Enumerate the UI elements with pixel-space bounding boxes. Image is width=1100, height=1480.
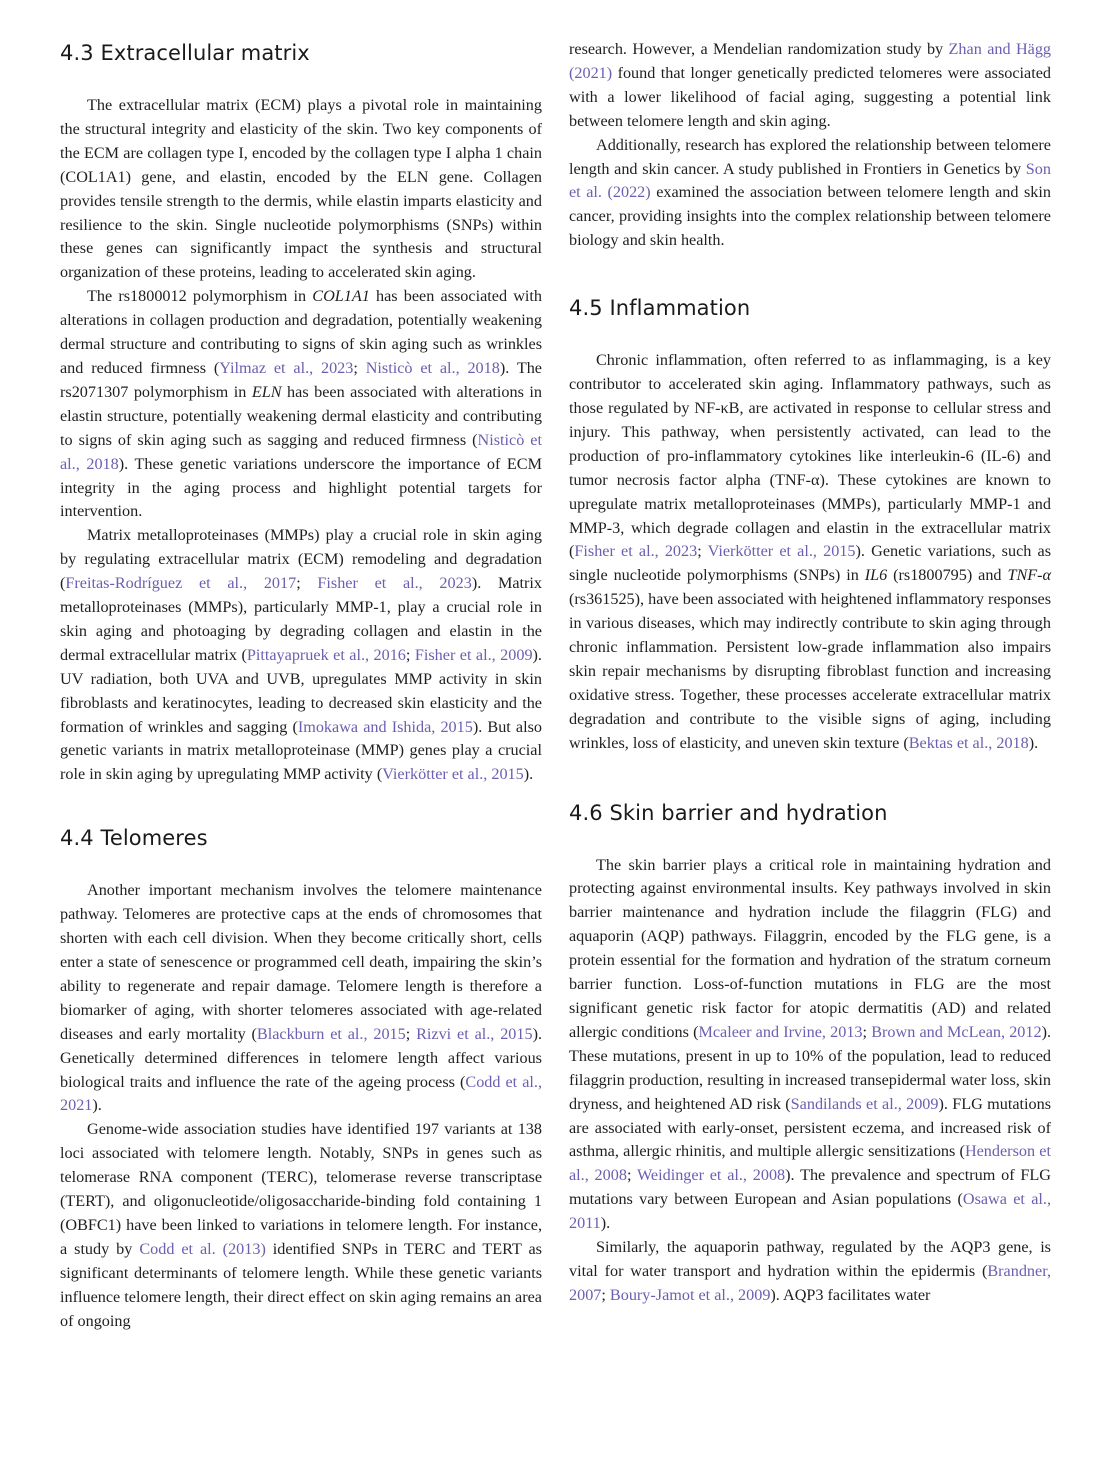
section-body [569,38,1051,253]
citation-link[interactable]: Nisticò et al., 2018 [60,430,542,473]
citation-link[interactable]: Brandner, 2007 [569,1261,1051,1304]
paragraph: Chronic inflammation, often referred to as inflammaging, is a key contributor to accelerated skin aging. Inflammatory pathways, such as those regulated by NF-κB, are activated in response to cellular stress and injury. This pathway, when persistently activated, can lead to the production of pro-inflammatory cytokines like interleukin-6 (IL-6) and tumor necrosis factor alpha (TNF-α). These cytokines are known to upregulate matrix metalloproteinases (MMPs), particularly MMP-1 and MMP-3, which degrade collagen and elastin in the extracellular matrix (Fisher et al., 2023; Vierkötter et al., 2015). Genetic variations, such as single nucleotide polymorphisms (SNPs) in IL6 (rs1800795) and TNF-α (rs361525), have been associated with heightened inflammatory responses in various diseases, which may indirectly contribute to skin aging through chronic inflammation. Persistent low-grade inflammation also impairs skin repair mechanisms by disrupting fibroblast function and increasing oxidative stress. Together, these processes accelerate extracellular matrix degradation and contribute to the visible signs of aging, including wrinkles, loss of elasticity, and uneven skin texture (Bektas et al., 2018). [569,351,1052,752]
citation-link[interactable]: Fisher et al., 2009 [414,645,533,664]
paragraph: The rs1800012 polymorphism in COL1A1 has been associated with alterations in collagen production and degradation, potentially weakening dermal structure and contributing to signs of skin aging such as wrinkles and reduced firmness (Yilmaz et al., 2023; Nisticò et al., 2018). The rs2071307 polymorphism in ELN has been associated with alterations in elastin structure, potentially weakening dermal elasticity and contributing to signs of skin aging such as sagging and reduced firmness (Nisticò et al., 2018). These genetic variations underscore the importance of ECM integrity in the aging process and highlight potential targets for intervention. [60,287,542,521]
section-inflammation [569,293,1051,755]
paragraph: Genome-wide association studies have identified 197 variants at 138 loci associated with telomere length. Notably, SNPs in genes such as telomerase RNA component (TERC), telomerase reverse transcriptase (TERT), and oligonucleotide/oligosaccharide-binding fold containing 1 (OBFC1) have been linked to variations in telomere length. For instance, a study by Codd et al. (2013) identified SNPs in TERC and TERT as significant determinants of telomere length. While these genetic variants influence telomere length, their direct effect on skin aging remains an area of ongoing [60,1120,542,1330]
citation-link[interactable]: Sandilands et al., 2009 [790,1094,939,1113]
citation-link[interactable]: Blackburn et al., 2015 [256,1024,406,1043]
section-telomeres-continued [569,38,1051,253]
gene-name: ELN [251,382,282,401]
paragraph: Matrix metalloproteinases (MMPs) play a crucial role in skin aging by regulating extracellular matrix (ECM) remodeling and degradation (Freitas-Rodríguez et al., 2017; Fisher et al., 2023). Matrix metalloproteinases (MMPs), particularly MMP-1, play a crucial role in skin aging and photoaging by degrading collagen and elastin in the dermal extracellular matrix (Pittayapruek et al., 2016; Fisher et al., 2009). UV radiation, both UVA and UVB, upregulates MMP activity in skin fibroblasts and keratinocytes, leading to decreased skin elasticity and the formation of wrinkles and sagging (Imokawa and Ishida, 2015). But also genetic variants in matrix metalloproteinase (MMP) genes play a crucial role in skin aging by upregulating MMP activity (Vierkötter et al., 2015). [60,526,543,784]
section-body [569,854,1051,1308]
gene-name: COL1A1 [312,287,370,306]
section-heading: 4.6 Skin barrier and hydration [569,800,888,825]
citation-link[interactable]: Mcaleer and Irvine, 2013 [698,1022,863,1041]
citation-link[interactable]: Codd et al. (2013) [139,1239,266,1258]
section-body [60,879,542,1333]
citation-link[interactable]: Fisher et al., 2023 [574,542,698,561]
section-telomeres [60,823,542,1333]
citation-link[interactable]: Nisticò et al., 2018 [365,358,500,377]
citation-link[interactable]: Fisher et al., 2023 [317,574,472,593]
citation-link[interactable]: Vierkötter et al., 2015 [707,542,856,561]
citation-link[interactable]: Zhan and Hägg (2021) [569,40,1052,82]
citation-link[interactable]: Osawa et al., 2011 [569,1190,1051,1233]
section-heading: 4.4 Telomeres [60,826,208,851]
citation-link[interactable]: Rizvi et al., 2015 [416,1024,533,1043]
gene-name: IL6 [864,566,888,585]
citation-link[interactable]: Imokawa and Ishida, 2015 [297,717,473,736]
section-extracellular-matrix [60,38,542,787]
section-body [569,349,1051,755]
citation-link[interactable]: Brown and McLean, 2012 [871,1022,1042,1041]
citation-link[interactable]: Codd et al., 2021 [60,1072,542,1115]
citation-link[interactable]: Yilmaz et al., 2023 [219,358,354,377]
paragraph: Additionally, research has explored the relationship between telomere length and skin cancer. A study published in Frontiers in Genetics by Son et al. (2022) examined the association between telomere length and skin cancer, providing insights into the complex relationship between telomere biology and skin health. [569,135,1051,250]
section-body [60,94,542,787]
section-skin-barrier-hydration [569,798,1051,1308]
right-column [569,38,1051,1308]
paragraph: Another important mechanism involves the telomere maintenance pathway. Telomeres are protective caps at the ends of chromosomes that shorten with each cell division. When they become critically short, cells enter a state of senescence or programmed cell death, impairing the skin’s ability to regenerate and repair damage. Telomere length is therefore a biomarker of aging, with shorter telomeres associated with age-related diseases and early mortality (Blackburn et al., 2015; Rizvi et al., 2015). Genetically determined differences in telomere length affect various biological traits and influence the rate of the ageing process (Codd et al., 2021). [60,881,543,1115]
left-column [60,38,542,1334]
citation-link[interactable]: Son et al. (2022) [569,159,1051,202]
paragraph: The skin barrier plays a critical role in maintaining hydration and protecting against environmental insults. Key pathways involved in skin barrier maintenance and hydration include the filaggrin (FLG) and aquaporin (AQP) pathways. Filaggrin, encoded by the FLG gene, is a protein essential for the formation and hydration of the stratum corneum barrier function. Loss-of-function mutations in FLG are the most significant genetic risk factor for atopic dermatitis (AD) and related allergic conditions (Mcaleer and Irvine, 2013; Brown and McLean, 2012). These mutations, present in up to 10% of the population, lead to reduced filaggrin production, resulting in increased transepidermal water loss, skin dryness, and heightened AD risk (Sandilands et al., 2009). FLG mutations are associated with early-onset, persistent eczema, and increased risk of asthma, allergic rhinitis, and multiple allergic sensitizations (Henderson et al., 2008; Weidinger et al., 2008). The prevalence and spectrum of FLG mutations vary between European and Asian populations (Osawa et al., 2011). [569,855,1052,1233]
citation-link[interactable]: Freitas-Rodríguez et al., 2017 [65,574,297,593]
citation-link[interactable]: Boury-Jamot et al., 2009 [609,1285,771,1304]
paragraph: research. However, a Mendelian randomization study by Zhan and Hägg (2021) found that longer genetically predicted telomeres were associated with a lower likelihood of facial aging, suggesting a potential link between telomere length and skin aging. [569,40,1052,130]
paragraph: Similarly, the aquaporin pathway, regulated by the AQP3 gene, is vital for water transport and hydration within the epidermis (Brandner, 2007; Boury-Jamot et al., 2009). AQP3 facilitates water [569,1238,1051,1304]
citation-link[interactable]: Henderson et al., 2008 [569,1142,1051,1185]
citation-link[interactable]: Weidinger et al., 2008 [636,1166,786,1185]
citation-link[interactable]: Bektas et al., 2018 [908,733,1029,752]
section-heading: 4.5 Inflammation [569,296,751,321]
gene-name: TNF-α [1007,566,1052,585]
section-heading: 4.3 Extracellular matrix [60,41,310,65]
citation-link[interactable]: Vierkötter et al., 2015 [382,765,524,784]
citation-link[interactable]: Pittayapruek et al., 2016 [246,645,406,664]
paragraph: The extracellular matrix (ECM) plays a pivotal role in maintaining the structural integrity and elasticity of the skin. Two key components of the ECM are collagen type I, encoded by the collagen type I alpha 1 chain (COL1A1) gene, and elastin, encoded by the ELN gene. Collagen provides tensile strength to the dermis, while elastin imparts elasticity and resilience to the skin. Single nucleotide polymorphisms (SNPs) within these genes can significantly impact the synthesis and structural organization of these proteins, leading to accelerated skin aging. [60,96,542,282]
